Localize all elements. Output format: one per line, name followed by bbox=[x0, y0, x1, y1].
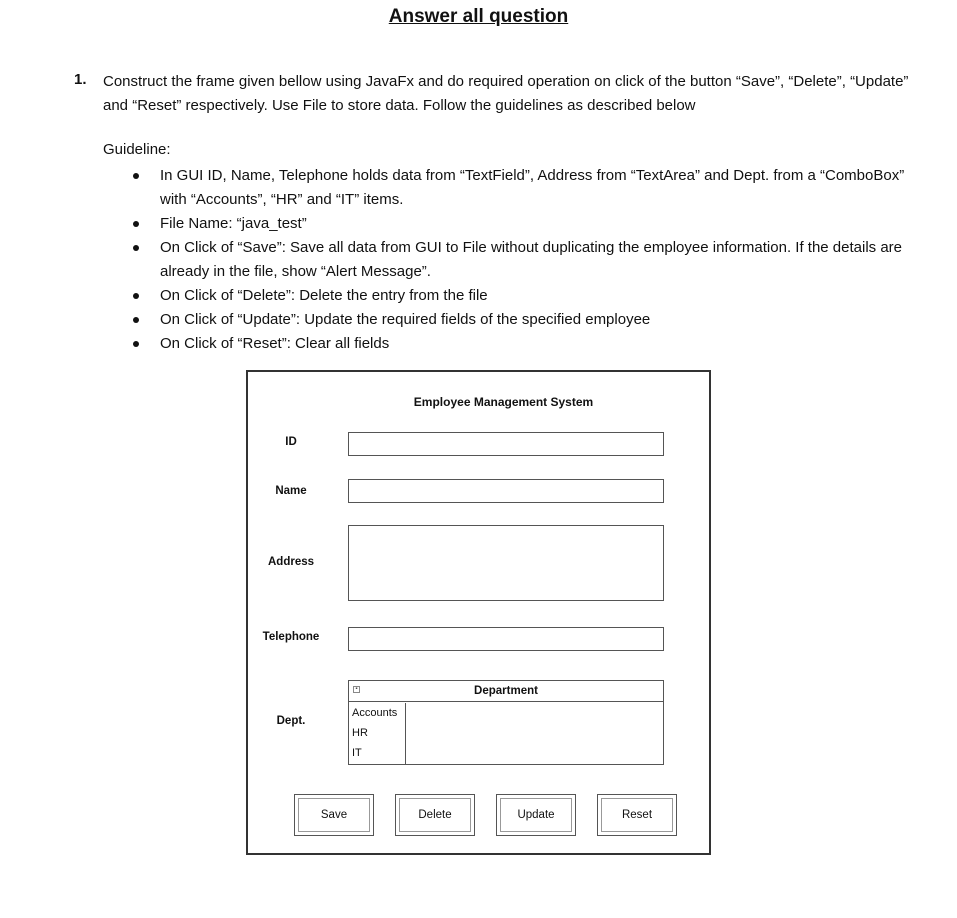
telephone-input[interactable] bbox=[348, 627, 664, 651]
name-label: Name bbox=[275, 485, 307, 497]
address-label: Address bbox=[267, 556, 315, 568]
guideline-item: File Name: “java_test” bbox=[130, 212, 910, 236]
department-option-it[interactable]: IT bbox=[352, 747, 362, 759]
guideline-label: Guideline: bbox=[103, 141, 171, 158]
save-button[interactable]: Save bbox=[294, 794, 374, 836]
guideline-item: On Click of “Reset”: Clear all fields bbox=[130, 332, 910, 356]
update-button[interactable]: Update bbox=[496, 794, 576, 836]
question-number: 1. bbox=[74, 71, 87, 88]
form-title: Employee Management System bbox=[413, 395, 594, 409]
guideline-item: On Click of “Save”: Save all data from GUI to File without duplicating the employee information. If the details are already in the file, show “Alert Message”. bbox=[130, 236, 910, 284]
dept-label: Dept. bbox=[276, 715, 306, 727]
department-header-label: Department bbox=[474, 685, 538, 697]
id-input[interactable] bbox=[348, 432, 664, 456]
question-text: Construct the frame given bellow using JavaFx and do required operation on click of the button “Save”, “Delete”, “Update” and “Reset” respectively. Use File to store data. Follow the guidelines as described below bbox=[103, 73, 909, 114]
guideline-item: In GUI ID, Name, Telephone holds data from “TextField”, Address from “TextArea” and Dept. from a “ComboBox” with “Accounts”, “HR” and “IT” items. bbox=[130, 164, 910, 212]
department-combobox[interactable] bbox=[348, 680, 664, 765]
dropdown-toggle-icon[interactable]: ▪ bbox=[353, 686, 360, 693]
guideline-item: On Click of “Update”: Update the required fields of the specified employee bbox=[130, 308, 910, 332]
department-options bbox=[349, 703, 406, 765]
employee-form-frame bbox=[246, 370, 711, 855]
department-option-hr[interactable]: HR bbox=[352, 727, 368, 739]
address-textarea[interactable] bbox=[348, 525, 664, 601]
delete-button[interactable]: Delete bbox=[395, 794, 475, 836]
id-label: ID bbox=[285, 436, 297, 448]
reset-button[interactable]: Reset bbox=[597, 794, 677, 836]
department-header bbox=[349, 681, 663, 702]
department-option-accounts[interactable]: Accounts bbox=[352, 707, 398, 719]
telephone-label: Telephone bbox=[262, 631, 320, 643]
guideline-list bbox=[130, 164, 910, 356]
name-input[interactable] bbox=[348, 479, 664, 503]
guideline-item: On Click of “Delete”: Delete the entry from the file bbox=[130, 284, 910, 308]
page-heading: Answer all question bbox=[388, 6, 569, 27]
